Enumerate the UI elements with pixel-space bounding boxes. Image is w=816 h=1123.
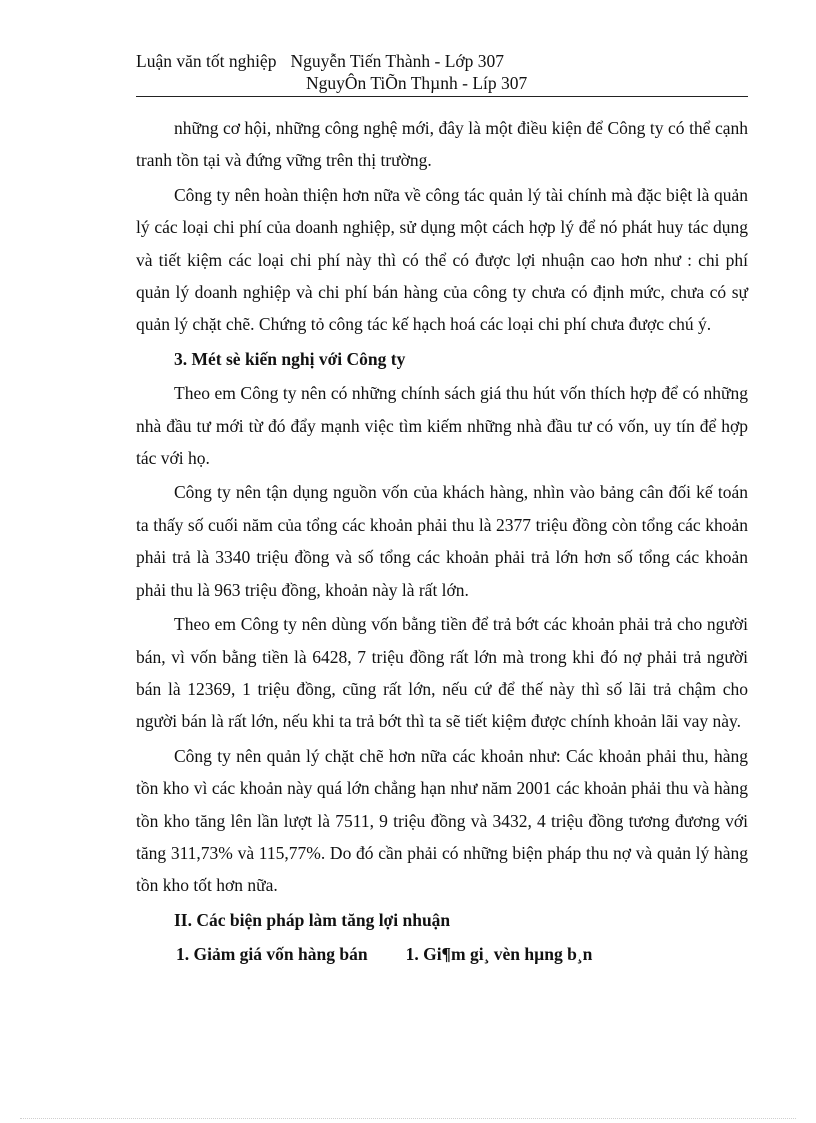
paragraph: Công ty nên quản lý chặt chẽ hơn nữa các khoản như: Các khoản phải thu, hàng tồn kho vì các khoản này quá lớn chẳng hạn như năm 2001 các khoản phải thu và hàng tồn kho tăng lên lần lượt là 7511, 9 triệu đồng và 3432, 4 triệu đồng tương đương với tăng 311,73% và 115,77%. Do đó cần phải có những biện pháp thu nợ và quản lý hàng tồn kho tốt hơn nữa. [136, 745, 748, 896]
paragraph: Công ty nên tận dụng nguồn vốn của khách hàng, nhìn vào bảng cân đối kế toán ta thấy số cuối năm của tổng các khoản phải thu là 2377 triệu đồng còn tổng các khoản phải trả là 3340 triệu đồng và số tổng các khoản phải trả lớn hơn số tổng các khoản phải thu là 963 triệu đồng, khoản này là rất lớn. [136, 482, 748, 600]
subsection-heading-garbled: 1. Gi¶m gi¸ vèn hµng b¸n [405, 944, 593, 965]
page-header [136, 50, 748, 94]
thesis-title: Luận văn tốt nghiệp [136, 51, 277, 71]
paragraph: Theo em Công ty nên có những chính sách giá thu hút vốn thích hợp để có những nhà đầu tư mới từ đó đẩy mạnh việc tìm kiếm những nhà đầu tư có vốn, uy tín để hợp tác với họ. [136, 383, 748, 469]
author-line-garbled: NguyÔn TiÕn Thµnh - Líp 307 [306, 73, 528, 93]
subsection-heading: 1. Giảm giá vốn hàng bán [176, 944, 368, 965]
paragraph: những cơ hội, những công nghệ mới, đây là một điều kiện để Công ty có thể cạnh tranh tồn tại và đứng vững trên thị trường. [136, 118, 748, 171]
section-heading: 3. Mét sè kiến nghị với Công ty [174, 348, 406, 369]
page-bottom-border [20, 1118, 796, 1119]
author-line: Nguyễn Tiến Thành - Lớp 307 [290, 51, 505, 71]
document-body [136, 112, 748, 971]
header-line [136, 50, 748, 72]
subsection-heading-row [136, 938, 748, 970]
header-divider [136, 96, 748, 97]
paragraph: Công ty nên hoàn thiện hơn nữa về công tác quản lý tài chính mà đặc biệt là quản lý các loại chi phí của doanh nghiệp, sử dụng một cách hợp lý để nó phát huy tác dụng và tiết kiệm các loại chi phí này thì có thể có được lợi nhuận cao hơn như : chi phí quản lý doanh nghiệp và chi phí bán hàng của công ty chưa có định mức, chưa có sự quản lý chặt chẽ. Chứng tỏ công tác kế hạch hoá các loại chi phí chưa được chú ý. [136, 184, 748, 335]
section-heading: II. Các biện pháp làm tăng lợi nhuận [174, 909, 451, 930]
paragraph: Theo em Công ty nên dùng vốn bằng tiền để trả bớt các khoản phải trả cho người bán, vì vốn bằng tiền là 6428, 7 triệu đồng rất lớn mà trong khi đó nợ phải trả người bán là 12369, 1 triệu đồng, cũng rất lớn, nếu cứ để thế này thì số lãi trả chậm cho người bán là rất lớn, nếu khi ta trả bớt thì ta sẽ tiết kiệm được chính khoản lãi vay này. [136, 614, 748, 732]
